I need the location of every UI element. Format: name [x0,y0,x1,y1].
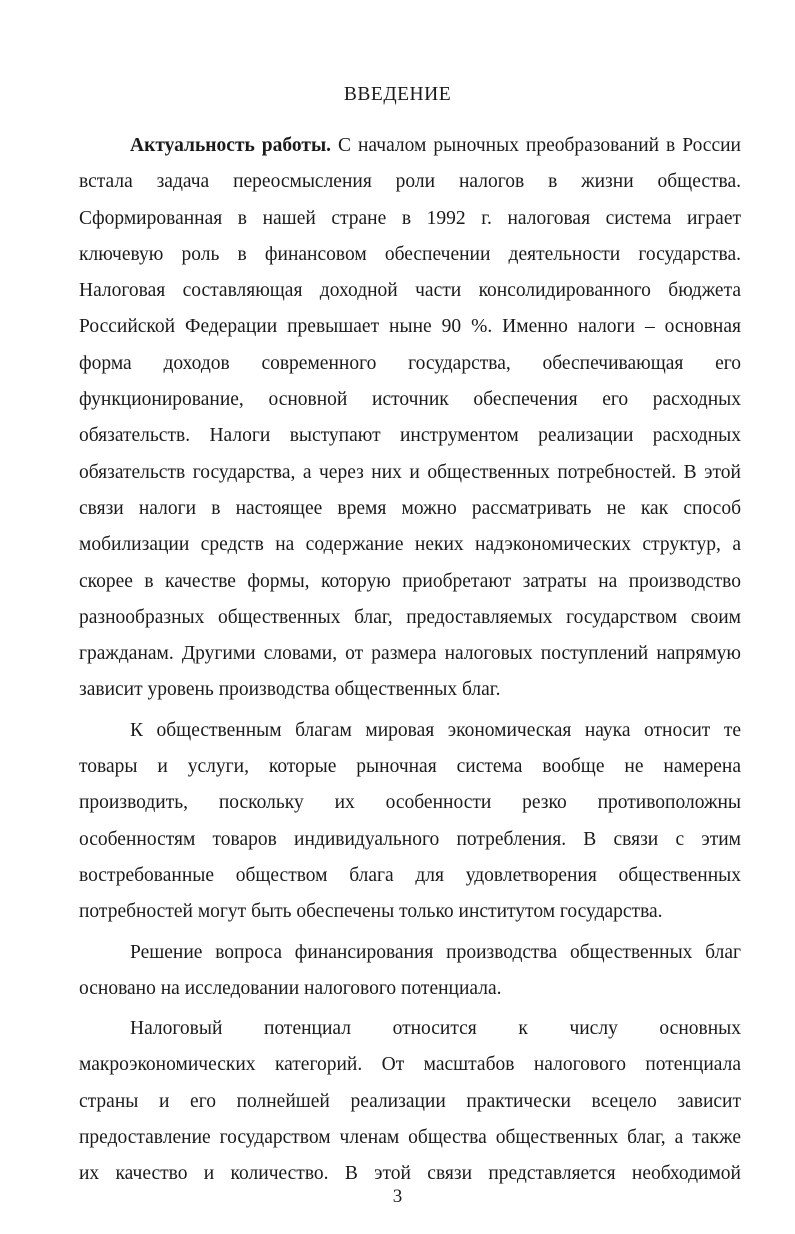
paragraph-line: их качество и количество. В этой связи представляется необходимой [79,1163,741,1185]
paragraph-line: связи налоги в настоящее время можно рассматривать не как способ [79,497,741,519]
paragraph-line [79,128,741,164]
paragraph-line: товары и услуги, которые рыночная система вообще не намерена [79,756,741,778]
paragraph-line: К общественным благам мировая экономическая наука относит те [130,719,741,741]
paragraph-line: обязательств государства, а через них и общественных потребностей. В этой [79,461,741,483]
paragraph-line: Решение вопроса финансирования производства общественных благ [130,941,741,963]
page-number: 3 [392,1186,403,1207]
paragraph-line: предоставление государством членам общества общественных благ, а также [79,1127,741,1149]
paragraph-line: Налоговая составляющая доходной части консолидированного бюджета [79,280,741,302]
paragraph-line: скорее в качестве формы, которую приобретают затраты на производство [79,570,741,592]
paragraph-line: востребованные обществом блага для удовлетворения общественных [79,864,741,886]
paragraph-line-text: С началом рыночных преобразований в России [331,135,741,156]
paragraph-line: страны и его полнейшей реализации практически всецело зависит [79,1090,741,1112]
paragraph-line: Сформированная в нашей стране в 1992 г. налоговая система играет [79,207,741,229]
paragraph-line: форма доходов современного государства, обеспечивающая его [79,352,741,374]
paragraph-line: производить, поскольку их особенности резко противоположны [79,792,741,814]
paragraph-line: обязательств. Налоги выступают инструментом реализации расходных [79,425,741,447]
paragraph-line: основано на исследовании налогового потенциала. [79,977,502,999]
paragraph-line: зависит уровень производства общественных благ. [79,679,501,701]
paragraph-line: Российской Федерации превышает ныне 90 %. Именно налоги – основная [79,316,741,338]
paragraph-line: ключевую роль в финансовом обеспечении деятельности государства. [79,243,741,265]
paragraph-line: функционирование, основной источник обеспечения его расходных [79,389,741,411]
paragraph-line: мобилизации средств на содержание неких надэкономических структур, а [79,534,741,556]
body-text [79,128,741,1193]
paragraph-line: потребностей могут быть обеспечены только институтом государства. [79,901,663,923]
paragraph-line: встала задача переосмысления роли налогов в жизни общества. [79,171,741,193]
paragraph-lead: Актуальность работы. [130,135,332,156]
paragraph-line: Налоговый потенциал относится к числу основных [130,1018,741,1040]
paragraph-line: особенностям товаров индивидуального потребления. В связи с этим [79,828,741,850]
paragraph-line: разнообразных общественных благ, предоставляемых государством своим [79,606,741,628]
paragraph-line: макроэкономических категорий. От масштабов налогового потенциала [79,1054,741,1076]
paragraph-line: гражданам. Другими словами, от размера налоговых поступлений напрямую [79,643,741,665]
page-title: ВВЕДЕНИЕ [343,84,452,105]
